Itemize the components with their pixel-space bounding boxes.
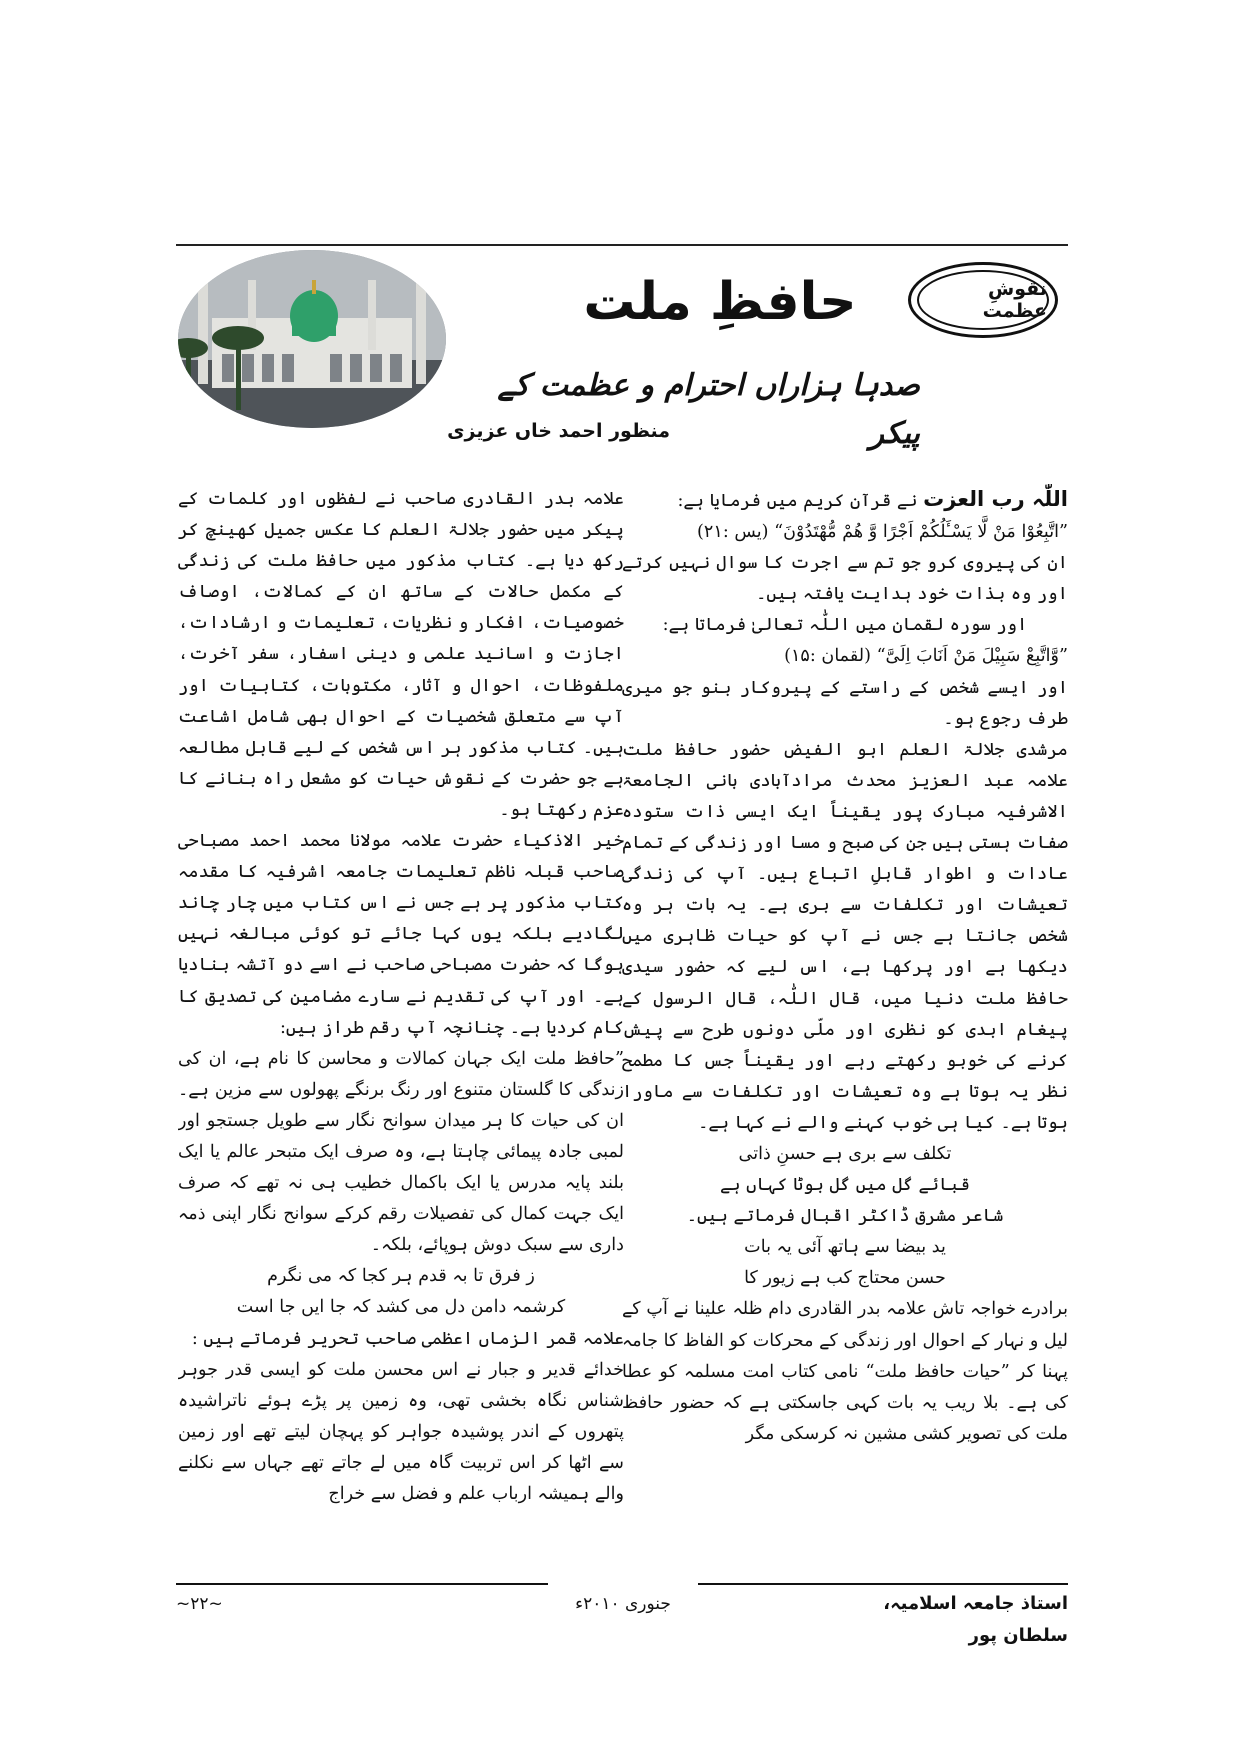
- footer-rule-left: [176, 1583, 548, 1585]
- header-rule: [176, 244, 1068, 246]
- lead-phrase: اللّٰہ رب العزت: [923, 487, 1068, 511]
- quran-verse-2: ”وَّاتَّبِعْ سَبِیْلَ مَنْ اَنَابَ اِلَیَّ“ (لقمان :۱۵): [784, 646, 1068, 667]
- paragraph: خدائے قدیر و جبار نے اس محسن ملت کو ایسی قدر جوہر شناس نگاہ بخشی تھی، وہ زمین پر پڑے ہوئے ناتراشیدہ پتھروں کے اندر پوشیدہ جواہر کو پہچان لیتے تھے اور زمین سے اٹھا کر اس تربیت گاہ میں لے جاتے تھے جہاں سے نکلنے والے ہمیشہ ارباب علم و فضل سے خراج: [178, 1359, 624, 1504]
- couplet-line: حسن محتاج کب ہے زیور کا: [744, 1268, 946, 1289]
- couplet-line: ید بیضا سے ہاتھ آئی یہ بات: [744, 1237, 946, 1258]
- paragraph: اور سورہ لقمان میں اللّٰہ تعالیٰ فرماتا ہے:: [662, 615, 1028, 636]
- right-column: [622, 484, 1068, 1540]
- paragraph: اور ایسے شخص کے راستے کے پیروکار بنو جو میری طرف رجوع ہو۔: [622, 677, 1068, 729]
- couplet-line: تکلف سے بری ہے حسنِ ذاتی: [738, 1143, 952, 1164]
- left-column: [178, 484, 624, 1540]
- section-badge: [908, 262, 1058, 338]
- footer-date: جنوری ۲۰۱۰ء: [575, 1594, 671, 1614]
- paragraph: شاعر مشرق ڈاکٹر اقبال فرماتے ہیں۔: [686, 1206, 1004, 1227]
- paragraph: برادرے خواجہ تاش علامہ بدر القادری دام ظلہ علینا نے آپ کے لیل و نہار کے احوال اور زندگی کے محرکات کو الفاظ کا جامہ پہنا کر ”حیات حافظ ملت“ نامی کتاب امت مسلمہ کو عطا کی ہے۔ بلا ریب یہ بات کہی جاسکتی ہے کہ حضور حافظ ملت کی تصویر کشی مشین نہ کرسکی مگر: [622, 1299, 1068, 1444]
- couplet-line: ز فرق تا بہ قدم ہر کجا کہ می نگرم: [267, 1266, 535, 1287]
- article-title: حافظِ ملت: [583, 272, 857, 332]
- footer-institution: استاذ جامعہ اسلامیہ، سلطان پور: [883, 1593, 1068, 1646]
- mosque-photo: [178, 250, 446, 428]
- paragraph: علامہ قمر الزماں اعظمی صاحب تحریر فرماتے ہیں :: [191, 1328, 624, 1349]
- paragraph: علامہ بدر القادری صاحب نے لفظوں اور کلمات کے پیکر میں حضور جلالۃ العلم کا عکس جمیل کھینچ کر رکھ دیا ہے۔ کتاب مذکور میں حافظ ملت کی زندگی کے مکمل حالات کے ساتھ ان کے کمالات، اوصاف خصوصیات، افکار و نظریات، تعلیمات و ارشادات، اجازت و اسانید علمی و دینی اسفار، سفر آخرت، ملفوظات، احوال و آثار، مکتوبات، کتابیات اور آپ سے متعلق شخصیات کے احوال بھی شامل اشاعت ہیں۔ کتاب مذکور ہر اس شخص کے لیے قابل مطالعہ ہے جو حضرت کے نقوش حیات کو مشعل راہ بنانے کا عزم رکھتا ہو۔: [178, 489, 624, 820]
- article-subtitle: صدہا ہزاراں احترام و عظمت کے پیکر: [497, 368, 920, 451]
- article-author: منظور احمد خاں عزیزی: [447, 420, 670, 442]
- intro-paragraph: اللّٰہ رب العزت نے قرآن کریم میں فرمایا ہے:: [677, 487, 1068, 511]
- block-quote: ”حافظ ملت ایک جہان کمالات و محاسن کا نام ہے، ان کی زندگی کا گلستان متنوع اور رنگ برنگے پھولوں سے مزین ہے۔ ان کی حیات کا ہر میدان سوانح نگار سے طویل جستجو اور لمبی جادہ پیمائی چاہتا ہے، وہ صرف ایک متبحر عالم یا ایک بلند پایہ مدرس یا ایک باکمال خطیب ہی نہ تھے کہ صرف ایک جہت کمال کی تفصیلات رقم کرکے سوانح نگار اپنی ذمہ داری سے سبک دوش ہوپائے، بلکہ۔: [178, 1048, 624, 1256]
- paragraph: مرشدی جلالۃ العلم ابو الفیض حضور حافظ ملت علامہ عبد العزیز محدث مرادآبادی بانی الجامعۃ الاشرفیہ مبارک پور یقیناً ایک ایسی ذات ستودہ صفات ہستی ہیں جن کی صبح و مسا اور زندگی کے تمام عادات و اطوار قابلِ اتباع ہیں۔ آپ کی زندگی تعیشات اور تکلفات سے بری ہے۔ یہ بات ہر وہ شخص جانتا ہے جس نے آپ کو حیات ظاہری میں دیکھا ہے اور پرکھا ہے، اس لیے کہ حضور سیدی حافظ ملت دنیا میں، قال اللّٰہ، قال الرسول کے پیغام ابدی کو نظری اور ملّی دونوں طرح سے پیش کرنے کی خوبو رکھتے رہے اور یقیناً جس کا مطمح نظر یہ ہوتا ہے وہ تعیشات اور تکلفات سے ماورا ہوتا ہے۔ کیا ہی خوب کہنے والے نے کہا ہے۔: [622, 739, 1068, 1133]
- couplet-line: قبائے گل میں گل بوٹا کہاں ہے: [719, 1175, 971, 1196]
- couplet-line: کرشمہ دامن دل می کشد کہ جا ایں جا است: [236, 1297, 566, 1318]
- paragraph: ان کی پیروی کرو جو تم سے اجرت کا سوال نہیں کرتے اور وہ بذات خود ہدایت یافتہ ہیں۔: [622, 553, 1068, 605]
- page-number: ~۲۲~: [176, 1594, 223, 1614]
- footer-rule-right: [698, 1583, 1068, 1585]
- paragraph: خیر الاذکیاء حضرت علامہ مولانا محمد احمد مصباحی صاحب قبلہ ناظم تعلیمات جامعہ اشرفیہ کا مقدمہ کتاب مذکور پر ہے جس نے اس کتاب میں چار چاند لگادیے بلکہ یوں کہا جائے تو کوئی مبالغہ نہیں ہوگا کہ حضرت مصباحی صاحب نے اسے دو آتشہ بنادیا ہے۔ اور آپ کی تقدیم نے سارے مضامین کی تصدیق کا کام کردیا ہے۔ چنانچہ آپ رقم طراز ہیں:: [178, 831, 624, 1038]
- section-badge-label: نقوشِ عظمت: [917, 270, 1049, 330]
- quran-verse-1: ”اتَّبِعُوْا مَنْ لَّا یَسْـَٔلُكُمْ اَجْرًا وَّ هُمْ مُّهْتَدُوْنَ“ (یس :۲۱): [697, 522, 1068, 543]
